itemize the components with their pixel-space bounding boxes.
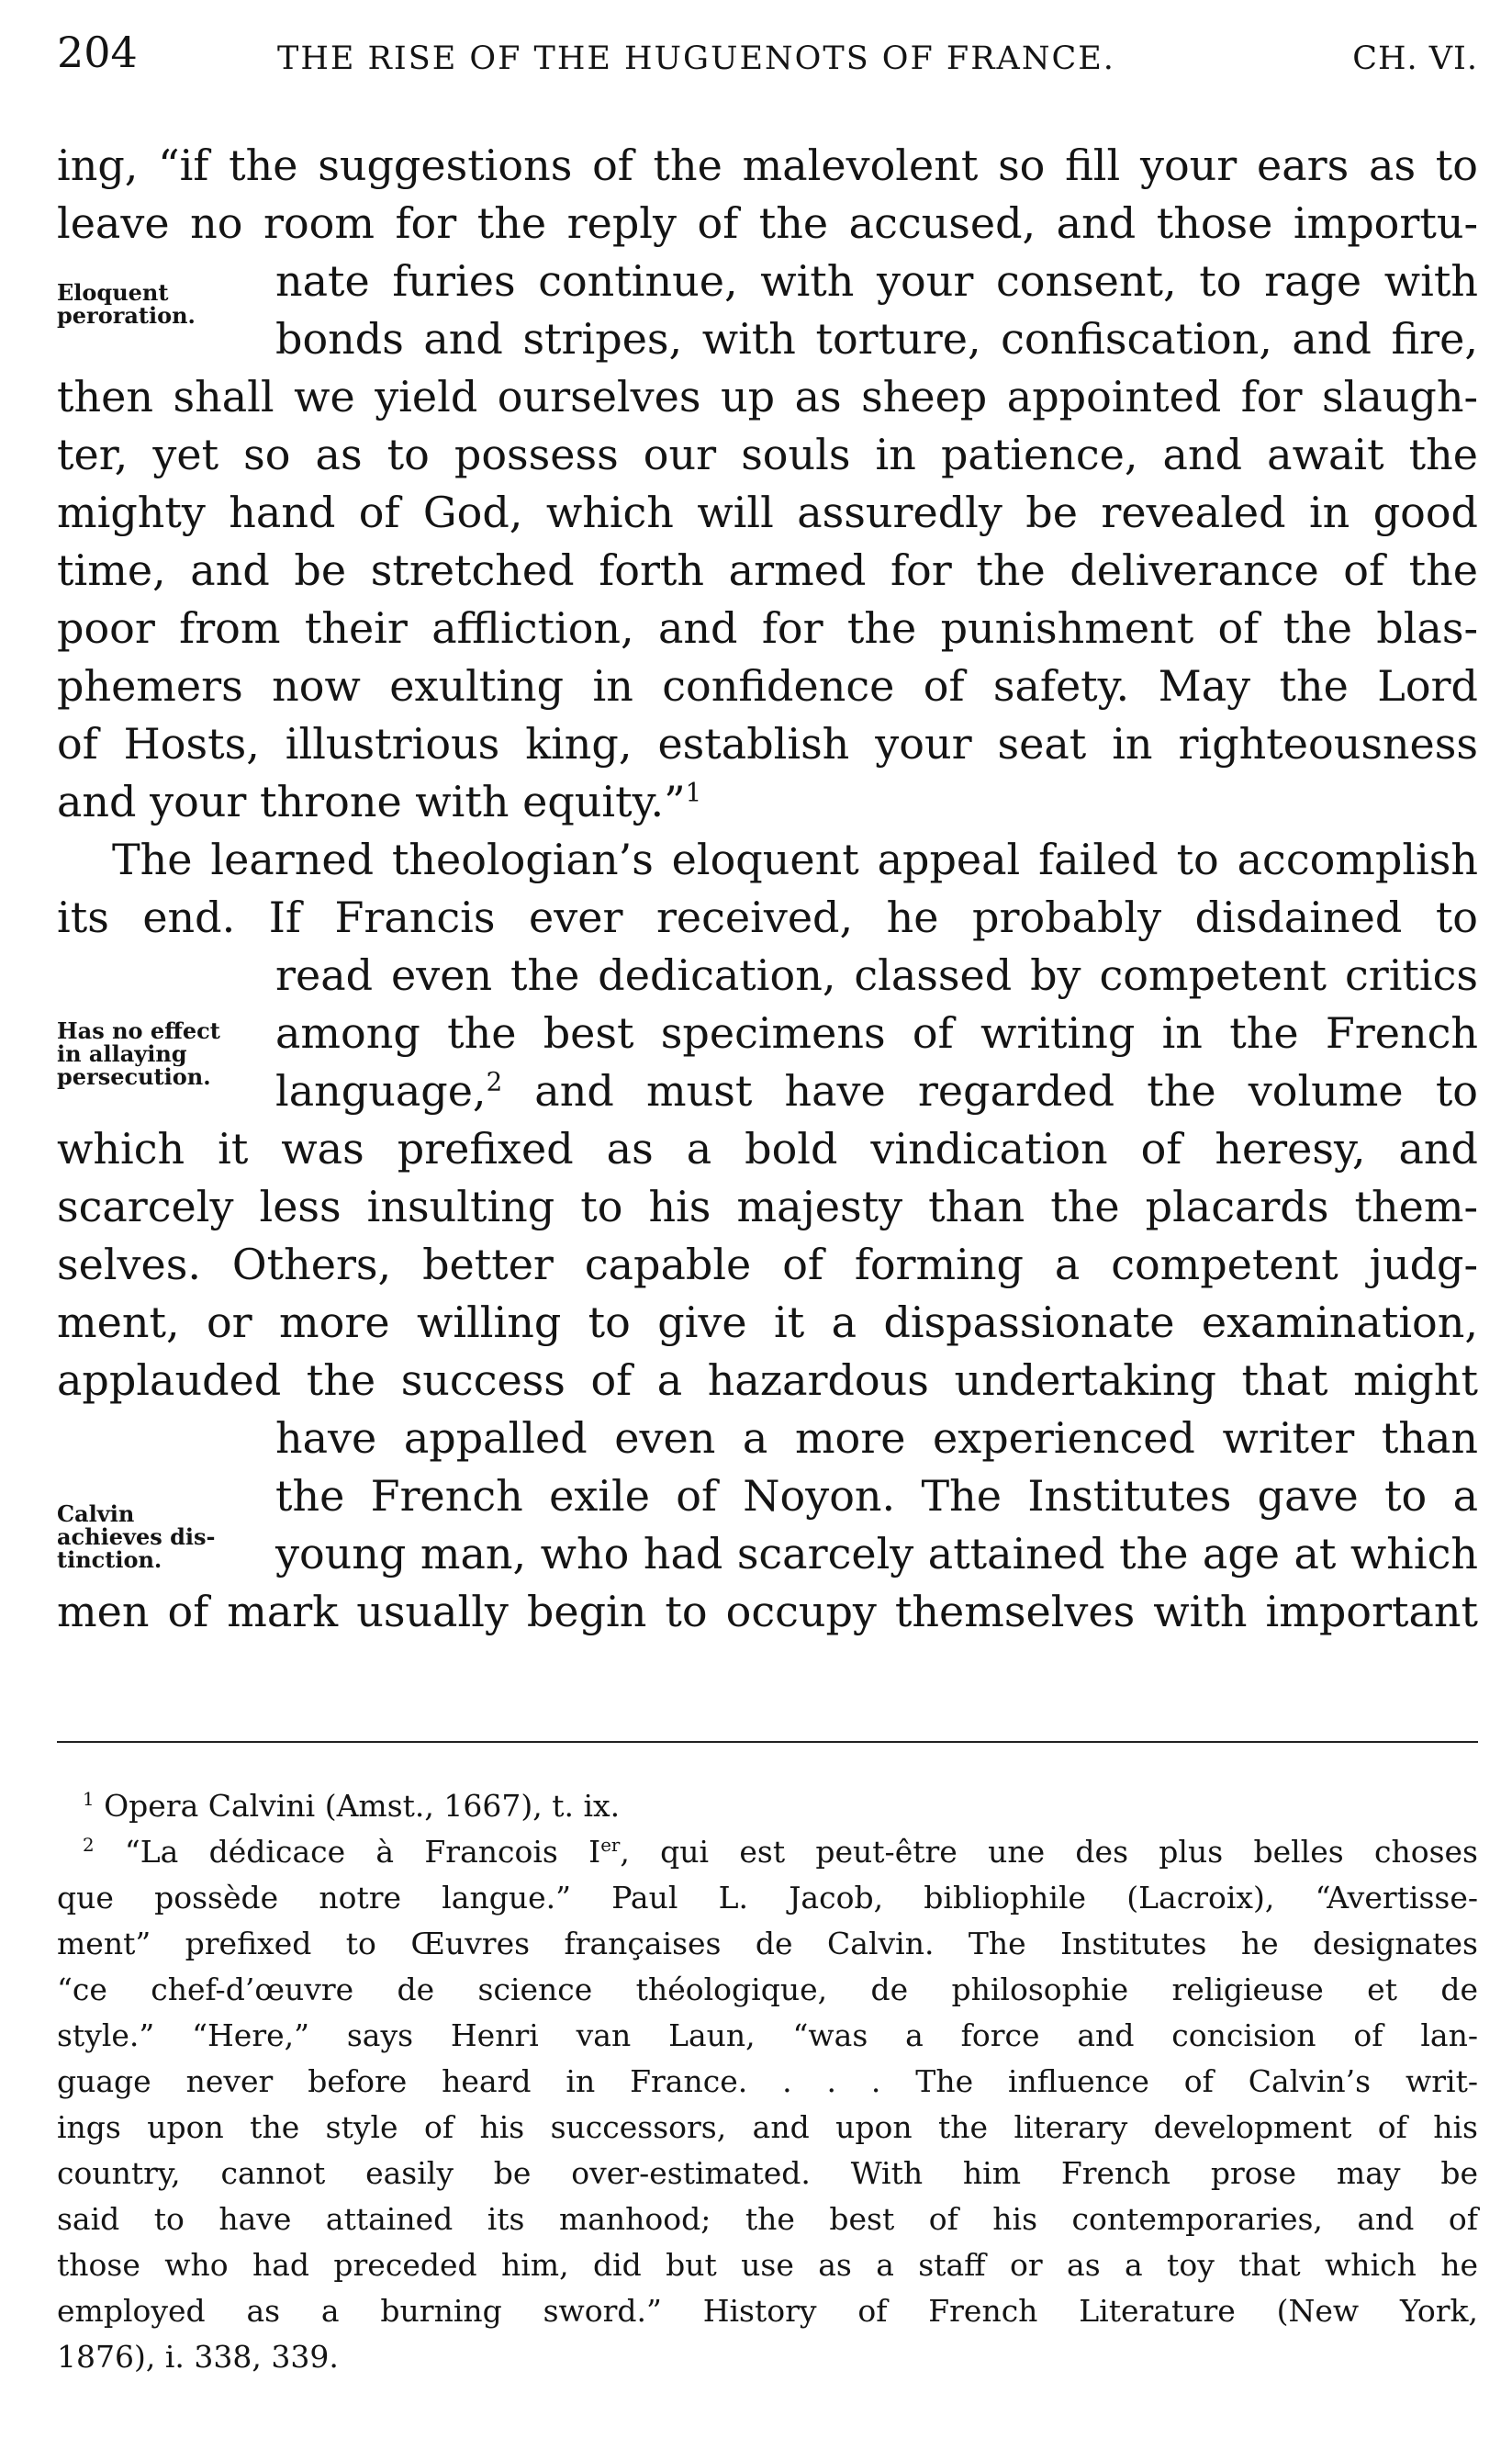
body-line: leave no room for the reply of the accused, and those importu- bbox=[57, 198, 1478, 248]
body-line: language,$^2$ and must have regarded the volume to bbox=[275, 1066, 1478, 1116]
body-line: scarcely less insulting to his majesty than the placards them- bbox=[57, 1182, 1478, 1231]
body-line: applauded the success of a hazardous undertaking that might bbox=[57, 1355, 1478, 1405]
body-line: bonds and stripes, with torture, confiscation, and fire, bbox=[275, 314, 1478, 364]
body-line: mighty hand of God, which will assuredly be revealed in good bbox=[57, 488, 1478, 537]
body-line: selves. Others, better capable of forming a competent judg- bbox=[57, 1240, 1478, 1289]
body-line: poor from their affliction, and for the punishment of the blas- bbox=[57, 603, 1478, 653]
chapter-label: CH. VI. bbox=[1352, 40, 1478, 77]
footnote-line: guage never before heard in France. . . . The influence of Calvin’s writ- bbox=[57, 2063, 1478, 2099]
body-line: nate furies continue, with your consent, to rage with bbox=[275, 256, 1478, 306]
footnote-line: que possède notre langue.” Paul L. Jacob, bibliophile (Lacroix), “Avertisse- bbox=[57, 1880, 1478, 1915]
body-line: time, and be stretched forth armed for the deliverance of the bbox=[57, 545, 1478, 595]
body-line: ment, or more willing to give it a dispassionate examination, bbox=[57, 1298, 1478, 1347]
body-line: then shall we yield ourselves up as sheep appointed for slaugh- bbox=[57, 372, 1478, 421]
footnote-ref: 2 bbox=[486, 1066, 503, 1097]
body-line: which it was prefixed as a bold vindication of heresy, and bbox=[57, 1124, 1478, 1174]
footnote-1: $^1$ Opera Calvini (Amst., 1667), t. ix. bbox=[83, 1788, 621, 1824]
margin-note-eloquent-peroration: Eloquent peroration. bbox=[57, 279, 196, 329]
footnote-line: employed as a burning sword.” History of French Literature (New York, bbox=[57, 2293, 1478, 2329]
body-line: read even the dedication, classed by competent critics bbox=[275, 950, 1478, 1000]
body-line: ter, yet so as to possess our souls in patience, and await the bbox=[57, 430, 1478, 479]
body-line: its end. If Francis ever received, he probably disdained to bbox=[57, 893, 1478, 942]
body-line: of Hosts, illustrious king, establish your seat in righteousness bbox=[57, 719, 1478, 769]
margin-note-no-effect: Has no effect in allaying persecution. bbox=[57, 1017, 220, 1090]
footnote-line: country, cannot easily be over-estimated. With him French prose may be bbox=[57, 2155, 1478, 2191]
footnote-line: said to have attained its manhood; the best of his contemporaries, and of bbox=[57, 2201, 1478, 2237]
footnote-line: “ce chef-d’œuvre de science théologique, de philosophie religieuse et de bbox=[57, 1972, 1478, 2007]
body-line: ing, “if the suggestions of the malevolent so fill your ears as to bbox=[57, 140, 1478, 190]
footnote-line: ings upon the style of his successors, and upon the literary development of his bbox=[57, 2109, 1478, 2145]
running-head bbox=[57, 28, 1478, 83]
footnote-line: 1876), i. 338, 339. bbox=[57, 2339, 339, 2375]
body-line: men of mark usually begin to occupy themselves with important bbox=[57, 1587, 1478, 1636]
margin-note-calvin-distinction: Calvin achieves dis- tinction. bbox=[57, 1500, 216, 1573]
footnote-line: ment” prefixed to Œuvres françaises de Calvin. The Institutes he designates bbox=[57, 1926, 1478, 1961]
body-line: young man, who had scarcely attained the age at which bbox=[275, 1529, 1478, 1578]
body-line: among the best specimens of writing in the French bbox=[275, 1008, 1478, 1058]
footnote-2: $^2$ “La dédicace à Francois Ier, qui est peut-être une des plus belles choses bbox=[83, 1834, 1478, 1870]
body-line: phemers now exulting in confidence of safety. May the Lord bbox=[57, 661, 1478, 711]
body-line: and your throne with equity.”$^1$ bbox=[57, 777, 702, 826]
page-number: 204 bbox=[57, 28, 138, 77]
running-title: THE RISE OF THE HUGUENOTS OF FRANCE. bbox=[277, 40, 1115, 77]
body-line: have appalled even a more experienced writer than bbox=[275, 1413, 1478, 1463]
body-line: The learned theologian’s eloquent appeal failed to accomplish bbox=[112, 835, 1478, 884]
footnote-line: those who had preceded him, did but use as a staff or as a toy that which he bbox=[57, 2247, 1478, 2283]
footnote-divider bbox=[57, 1741, 1478, 1743]
body-line: the French exile of Noyon. The Institutes gave to a bbox=[275, 1471, 1478, 1521]
footnote-ref: 1 bbox=[685, 777, 702, 808]
footnote-line: style.” “Here,” says Henri van Laun, “was a force and concision of lan- bbox=[57, 2017, 1478, 2053]
